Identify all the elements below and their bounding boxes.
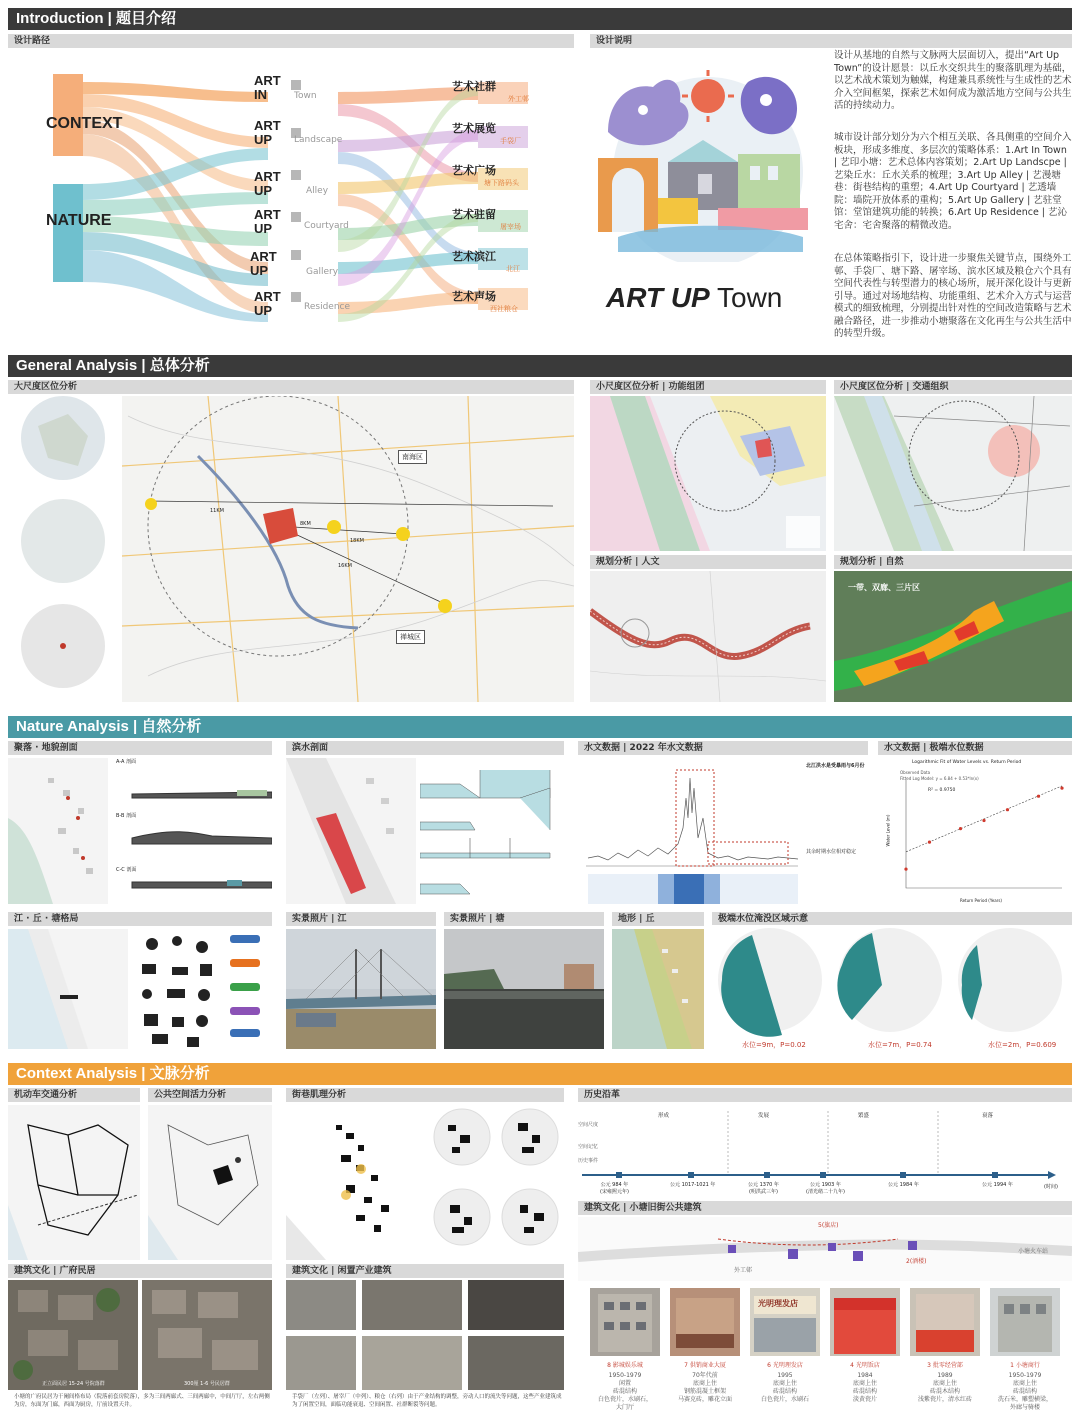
flood-maps [712,925,1072,1040]
log-fit-point [1037,795,1040,798]
art-up-town-logo [598,62,820,262]
nature-sub-2: 水文数据 | 2022 年水文数据 [578,741,868,755]
street-label-2: 5(旗店) [818,1222,839,1229]
logo-title: ART UP Town [606,282,783,313]
traffic-label: 小尺度区位分析 | 交通组织 [834,380,1072,394]
context-sub-1: 公共空间活力分析 [148,1088,272,1102]
street-fabric-map [286,1105,426,1260]
map-dist-4: 18KM [350,538,364,544]
nature-sub-5: 实景照片 | 江 [286,912,436,926]
street-label-0: 外工邨 [734,1267,753,1274]
building-photo-5 [990,1288,1060,1356]
minju-tag-0: 正立面民居 15-24 号院落群 [42,1381,105,1387]
pictogram-grid [132,929,272,1049]
nature-sub-4: 江 · 丘 · 塘格局 [8,912,272,926]
log-fit-point [959,827,962,830]
desc-paragraph-3: 在总体策略指引下，设计进一步聚焦关键节点，围绕外工邨、手袋厂、塘下路、屠宰场、滨水区域及粮仓六个具有空间代表性与转型潜力的核心场所，展开深化设计与更新引导。通过对场地结构、功能重组、艺术介入方式与运营模式的细致梳理，分别提出针对性的空间改造策略与艺术融合路径，进一步推动小塘聚落在文化再生与公共生活中的转型升级。 [834,253,1072,339]
context-sub-3: 历史沿革 [578,1088,1072,1102]
tl-end: (时间) [1044,1184,1058,1190]
building-name-1: 7 供销商业大厦 [684,1362,726,1369]
hydro-note-2: 其余时期水位相对稳定 [806,849,857,855]
tl-date-0: 公元 984 年 (宋雍熙元年) [600,1182,629,1195]
tl-row-label-2: 历史事件 [578,1158,599,1164]
function-map [590,396,826,551]
tl-date-4: 公元 1984 年 [888,1182,919,1188]
big-scale-label: 大尺度区位分析 [8,380,574,394]
nature-section-bar: Nature Analysis | 自然分析 [8,716,1072,738]
log-fit-chart [878,758,1072,904]
minju-caption: 小塘的广府民居为干阑间格布局（院落前套房院落），多为三间两廊式、三间两廊中，中间厅厅，左右两侧为房，东面为门廊，西面为厨房，厅前设置天井。 [14,1394,270,1408]
intro-section-bar: Introduction | 题目介绍 [8,8,1072,30]
terrain-map [612,929,704,1049]
region-map [8,396,574,702]
flood-label-2: 水位=2m，P=0.609 [988,1041,1057,1049]
context-sub-5: 建筑文化 | 闲置产业建筑 [286,1264,564,1278]
nature-sub-3: 水文数据 | 极端水位数据 [878,741,1072,755]
tl-era-1: 发展 [758,1113,770,1119]
building-name-2: 6 光明理发店 [767,1362,803,1369]
hydro-note-1: 北江洪水是受暴雨与6月份 [806,763,865,769]
industry-caption: 手袋厂（左列）、屠宰厂（中列）、粮仓（右列）由于产业结构的调整，旁动人口的流失等问题，这些产业建筑成为了闲置空间，面临功能衰退、空间闲置、社群断裂等问题。 [292,1394,562,1408]
vehicle-traffic-map [8,1105,140,1260]
map-tag-nanhai: 南海区 [398,450,427,464]
human-plan-map [590,571,826,702]
log-fit-legend-1: Fitted Log Model: y = 6.84 + 0.53*ln(x) [900,776,979,781]
tl-row-label-0: 空间尺度 [578,1122,599,1128]
log-fit-point [904,868,907,871]
log-fit-title: Logarithmic Fit of Water Levels vs. Return Period [912,760,1022,765]
settlement-section-map [8,758,108,904]
map-dist-1: 11KM [210,508,224,514]
building-photo-1 [670,1288,740,1356]
nature-sub-7: 地形 | 丘 [612,912,704,926]
industry-photos [286,1280,564,1390]
tl-era-4: 衰落 [982,1113,994,1119]
tl-era-0: 形成 [658,1113,670,1119]
flood-label-1: 水位=7m，P=0.74 [868,1041,932,1049]
river-photo [286,929,436,1049]
art-up-list [250,73,364,324]
tl-date-5: 公元 1994 年 [982,1182,1013,1188]
natural-plan-label: 规划分析 | 自然 [834,555,1072,569]
art-up-item: ART UP Gallery [250,249,339,278]
settlement-profiles [112,758,272,904]
context-sub-6: 建筑文化 | 小塘旧街公共建筑 [578,1201,1072,1215]
building-desc-2: 1995 底商上住 砖混结构 白色瓷片，水刷石 [760,1372,809,1403]
map-dist-3: 16KM [338,563,352,569]
human-plan-label: 规划分析 | 人文 [590,555,826,569]
nature-sub-1: 滨水剖面 [286,741,564,755]
building-photo-0 [590,1288,660,1356]
map-tag-chancheng: 禅城区 [396,630,425,644]
map-dist-2: 8KM [300,521,311,527]
waterfront-profiles [420,758,564,904]
log-fit-ylabel: Water Level (m) [885,814,891,847]
street-label-1: 小塘火车站 [1018,1248,1049,1255]
log-fit-point [1060,787,1063,790]
waterfront-map [286,758,416,904]
section-a-label: A-A 剖面 [116,759,137,765]
tl-era-2: 繁盛 [858,1113,870,1119]
desc-paragraph-2: 城市设计部分划分为六个相互关联、各具侧重的空间介入板块，形成多维度、多层次的策略体系：1.Art In Town | 艺印小塘：艺术总体内容策划；2.Art Up Landscpe | 艺染丘水：丘水关系的梳理；3.Art Up Alley | 艺漫塘巷：街巷结构的重塑；4.Art Up Courtyard | 艺透墙院：墙院开放体系的重构；5.Art Up Gallery | 艺驻堂馆：堂馆建筑功能的转换；6.Art Up Residence | 艺沁宅舍：宅舍聚落的精微改造。 [834,132,1072,231]
tl-date-2: 公元 1370 年 (明洪武三年) [748,1182,779,1195]
nature-term: NATURE [46,212,112,229]
context-sub-0: 机动车交通分析 [8,1088,140,1102]
art-up-item: ART UP Alley [254,169,329,198]
building-desc-4: 1989 底商上住 砖混木结构 浅紫瓷片，清水红砖 [917,1372,972,1403]
log-fit-point [928,841,931,844]
flood-label-0: 水位=9m，P=0.02 [742,1041,806,1049]
tl-date-1: 公元 1017-1021 年 [670,1182,716,1188]
building-name-0: 8 影城娱乐城 [607,1362,643,1369]
general-section-bar: General Analysis | 总体分析 [8,355,1072,377]
function-label: 小尺度区位分析 | 功能组团 [590,380,826,394]
art-up-item: ART UP Landscape [254,118,343,147]
log-fit-plot [894,766,1068,896]
context-section-bar: Context Analysis | 文脉分析 [8,1063,1072,1085]
history-timeline [578,1105,1072,1197]
design-path-label: 设计路径 [8,34,574,48]
art-up-item: ART UP Courtyard [254,207,349,236]
building-photo-3 [830,1288,900,1356]
minju-tag-1: 300厘 1-6 号民居群 [184,1381,230,1387]
traffic-map [834,396,1072,551]
minju-aerial-photos [8,1280,272,1390]
design-desc-label: 设计说明 [590,34,1072,48]
building-name-3: 4 光明饭店 [850,1362,880,1369]
section-b-label: B-B 剖面 [116,813,137,819]
desc-paragraph-1: 设计从基地的自然与文脉两大层面切入，提出“Art Up Town”的设计愿景：以丘水交织共生的聚落肌理为基础，以艺术战术策划为触媒，构建兼具系统性与生成性的艺术介入空间框架，探索艺术如何成为激活地方空间与公共生活的持续动力。 [834,50,1072,111]
context-term: CONTEXT [46,115,123,132]
building-desc-3: 1984 底商上住 砖混结构 淡黄瓷片 [852,1372,877,1403]
context-sub-2: 街巷肌理分析 [286,1088,564,1102]
building-name-5: 1 小塘商行 [1010,1362,1040,1369]
building-name-4: 3 批零经营部 [927,1362,963,1369]
river-hill-pond-map [8,929,128,1049]
hydro-2022-chart [578,758,868,904]
art-target-list: 艺术社群 外工邨 艺术展览 手袋厂 艺术广场 塘下路码头 艺术驻留 屠宰场 艺术滨江 北江 艺术声场 西社粮仓 [452,80,529,313]
building-photo-4 [910,1288,980,1356]
sign-text: 光明理发店 [758,1299,798,1308]
tl-row-label-1: 空间记忆 [578,1144,599,1150]
log-fit-point [982,819,985,822]
public-space-map [148,1105,272,1260]
nature-sub-8: 极端水位淹没区域示意 [712,912,1072,926]
log-fit-xlabel: Return Period (Years) [960,898,1002,903]
log-fit-legend-0: Observed Data [900,770,931,775]
section-c-label: C-C 剖面 [116,867,137,873]
context-sub-4: 建筑文化 | 广府民居 [8,1264,272,1278]
pond-photo [444,929,604,1049]
nature-sub-0: 聚落 · 地貌剖面 [8,741,272,755]
nature-plan-overlay: 一带、双廊、三片区 [848,583,920,592]
art-up-item: ART IN Town [254,73,317,102]
street-fabric-circles [430,1105,564,1260]
log-fit-point [1006,808,1009,811]
tl-date-3: 公元 1903 年 (清光绪二十九年) [806,1182,845,1195]
building-desc-5: 1950-1979 底商上住 砖混结构 洗石米，雕塑横梁， 外廊与骑楼 [997,1372,1052,1411]
building-desc-1: 70年代前 底商上住 钢筋混凝土框架 马赛克砖，雕花立面 [677,1372,732,1403]
nature-sub-6: 实景照片 | 塘 [444,912,604,926]
street-label-3: 2(酒楼) [906,1258,927,1265]
log-fit-r2: R² = 0.9750 [928,788,956,793]
building-desc-0: 1950-1979 闲置 砖混结构 白色瓷片，水刷石， 大门厅 [597,1372,652,1411]
art-up-item: ART UP Residence [254,289,351,318]
